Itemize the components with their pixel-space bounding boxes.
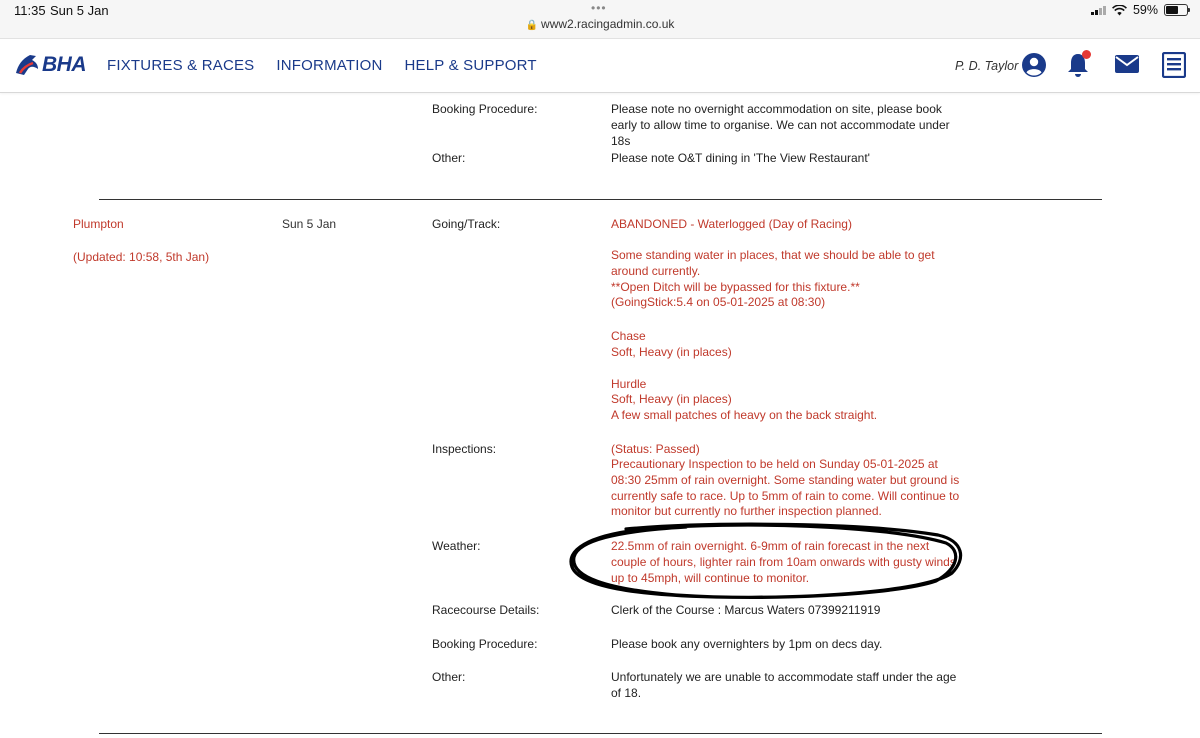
inspection-status: (Status: Passed) — [611, 442, 700, 456]
booking-procedure-value: Please note no overnight accommodation on site, please book early to allow time to organise. We can not accommodate under 18s — [611, 102, 950, 148]
chase-title: Chase — [611, 329, 646, 343]
going-notes: Some standing water in places, that we should be able to get around currently. **Open Ditch will be bypassed for this fixture.** (GoingStick:5.4 on 05-01-2025 at 08:30) — [611, 248, 935, 310]
updated-timestamp: (Updated: 10:58, 5th Jan) — [73, 250, 210, 264]
mail-icon[interactable] — [1114, 54, 1140, 79]
weather-label: Weather: — [432, 539, 481, 553]
notification-badge — [1082, 50, 1091, 59]
booking-procedure-label: Booking Procedure: — [432, 102, 538, 116]
going-status: ABANDONED - Waterlogged (Day of Racing) — [611, 217, 852, 231]
other-value: Please note O&T dining in 'The View Restaurant' — [611, 151, 870, 165]
user-name[interactable]: P. D. Taylor — [955, 59, 1019, 73]
inspections-label: Inspections: — [432, 442, 497, 456]
battery-percent: 59% — [1132, 3, 1158, 17]
hurdle-title: Hurdle — [611, 377, 647, 391]
other-label: Other: — [432, 151, 466, 165]
horse-head-logo-icon — [14, 53, 40, 77]
list-icon[interactable] — [1162, 52, 1186, 83]
chase-going: Soft, Heavy (in places) — [611, 345, 732, 359]
booking-procedure-value: Please book any overnighters by 1pm on decs day. — [611, 637, 883, 651]
racecourse-details-value: Clerk of the Course : Marcus Waters 07399211919 — [611, 603, 881, 617]
top-navigation — [0, 39, 1200, 93]
nav-fixtures-races[interactable]: FIXTURES & RACES — [107, 57, 255, 74]
other-label: Other: — [432, 670, 466, 684]
lock-icon: 🔒 — [525, 20, 539, 31]
going-track-label: Going/Track: — [432, 217, 501, 231]
nav-information[interactable]: INFORMATION — [276, 57, 383, 74]
weather-text: 22.5mm of rain overnight. 6-9mm of rain forecast in the next couple of hours, lighter rain from 10am onwards with gusty winds up to 45mph, will continue to monitor. — [611, 539, 956, 585]
url-text: www2.racingadmin.co.uk — [541, 17, 675, 31]
other-value: Unfortunately we are unable to accommodate staff under the age of 18. — [611, 670, 957, 700]
hurdle-going: Soft, Heavy (in places) A few small patches of heavy on the back straight. — [611, 392, 878, 422]
status-date: Sun 5 Jan — [50, 3, 109, 18]
fixture-date: Sun 5 Jan — [282, 217, 337, 231]
booking-procedure-label: Booking Procedure: — [432, 637, 538, 651]
inspection-text: Precautionary Inspection to be held on Sunday 05-01-2025 at 08:30 25mm of rain overnight. Some standing water but ground is currently safe to race. Up to 5mm of rain to come. Will continue to monitor but currently no further inspection planned. — [611, 457, 960, 519]
status-time: 11:35 — [14, 3, 46, 18]
main-menu — [107, 57, 537, 74]
user-profile-icon[interactable] — [1021, 52, 1047, 83]
fixture-divider — [99, 733, 1102, 734]
logo-text: BHA — [42, 53, 86, 76]
status-indicators — [1091, 3, 1188, 17]
cellular-signal-icon — [1091, 5, 1106, 15]
multitask-dots-icon[interactable]: ••• — [591, 1, 607, 15]
address-bar[interactable] — [0, 17, 1200, 31]
bha-logo[interactable] — [14, 51, 86, 79]
wifi-icon — [1112, 5, 1127, 16]
battery-icon — [1164, 4, 1188, 16]
bell-icon[interactable] — [1066, 52, 1090, 83]
racecourse-details-label: Racecourse Details: — [432, 603, 540, 617]
nav-help-support[interactable]: HELP & SUPPORT — [404, 57, 537, 74]
fixture-divider — [99, 199, 1102, 200]
venue-name[interactable]: Plumpton — [73, 217, 124, 231]
fixture-details — [0, 93, 1200, 738]
status-bar — [0, 0, 1200, 39]
